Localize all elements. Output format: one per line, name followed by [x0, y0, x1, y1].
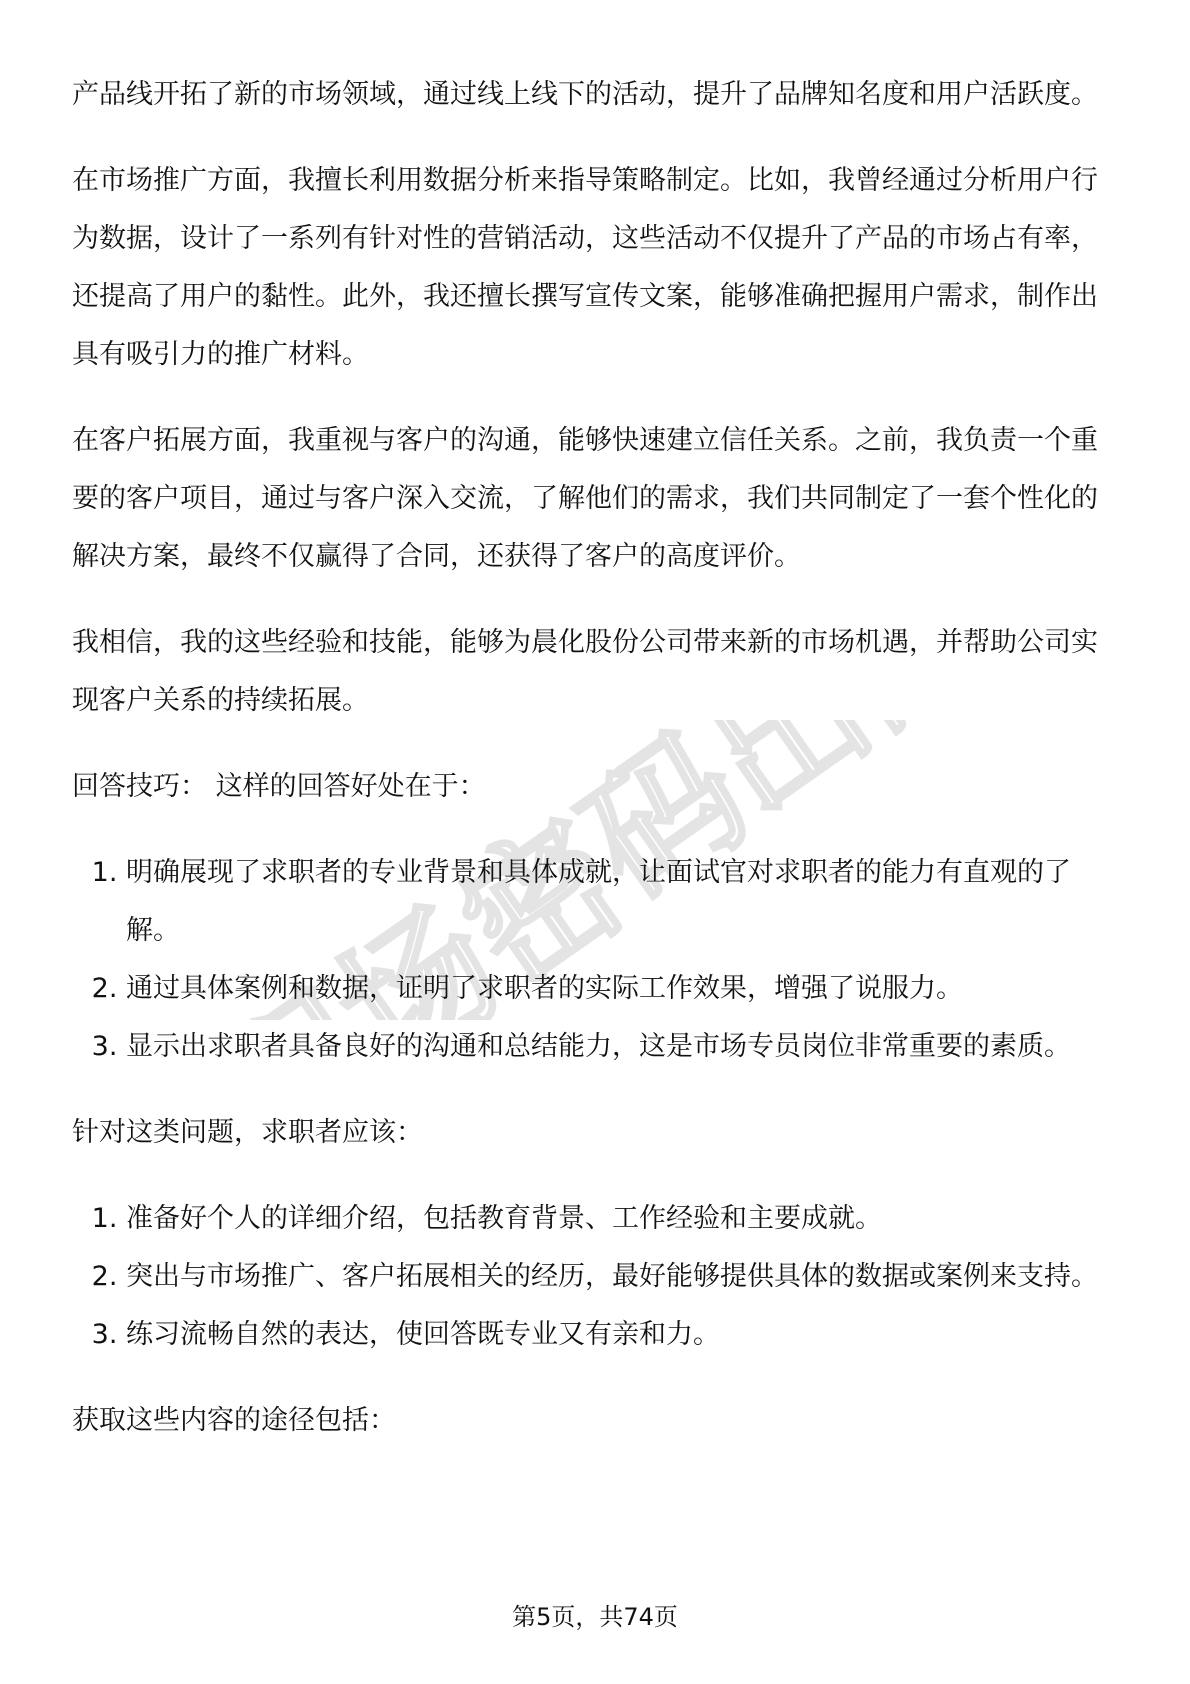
tips-list [72, 844, 1120, 1076]
page-number: 第5页，共74页 [512, 1603, 678, 1631]
paragraph-2: 在市场推广方面，我擅长利用数据分析来指导策略制定。比如，我曾经通过分析用户行为数据，设计了一系列有针对性的营销活动，这些活动不仅提升了产品的市场占有率，还提高了用户的黏性。此外，我还擅长撰写宣传文案，能够准确把握用户需求，制作出具有吸引力的推广材料。 [72, 165, 1098, 370]
paragraph-4: 我相信，我的这些经验和技能，能够为晨化股份公司带来新的市场机遇，并帮助公司实现客户关系的持续拓展。 [72, 627, 1098, 716]
list-item: 1. 准备好个人的详细介绍，包括教育背景、工作经验和主要成就。 [126, 1190, 1120, 1248]
advice-list [72, 1190, 1120, 1364]
paragraph-3: 在客户拓展方面，我重视与客户的沟通，能够快速建立信任关系。之前，我负责一个重要的客户项目，通过与客户深入交流，了解他们的需求，我们共同制定了一套个性化的解决方案，最终不仅赢得了合同，还获得了客户的高度评价。 [72, 425, 1098, 572]
sources-heading: 获取这些内容的途径包括： [72, 1405, 396, 1436]
list-item: 3. 练习流畅自然的表达，使回答既专业又有亲和力。 [126, 1306, 1120, 1364]
list-item: 1. 明确展现了求职者的专业背景和具体成就，让面试官对求职者的能力有直观的了解。 [126, 844, 1120, 960]
list-item: 2. 突出与市场推广、客户拓展相关的经历，最好能够提供具体的数据或案例来支持。 [126, 1248, 1120, 1306]
list-item: 2. 通过具体案例和数据，证明了求职者的实际工作效果，增强了说服力。 [126, 960, 1120, 1018]
advice-heading: 针对这类问题，求职者应该： [72, 1117, 423, 1148]
list-item: 3. 显示出求职者具备良好的沟通和总结能力，这是市场专员岗位非常重要的素质。 [126, 1018, 1120, 1076]
tips-heading: 回答技巧： 这样的回答好处在于： [72, 771, 486, 802]
document-body [72, 66, 1120, 1478]
paragraph-1: 产品线开拓了新的市场领域，通过线上线下的活动，提升了品牌知名度和用户活跃度。 [72, 79, 1098, 110]
